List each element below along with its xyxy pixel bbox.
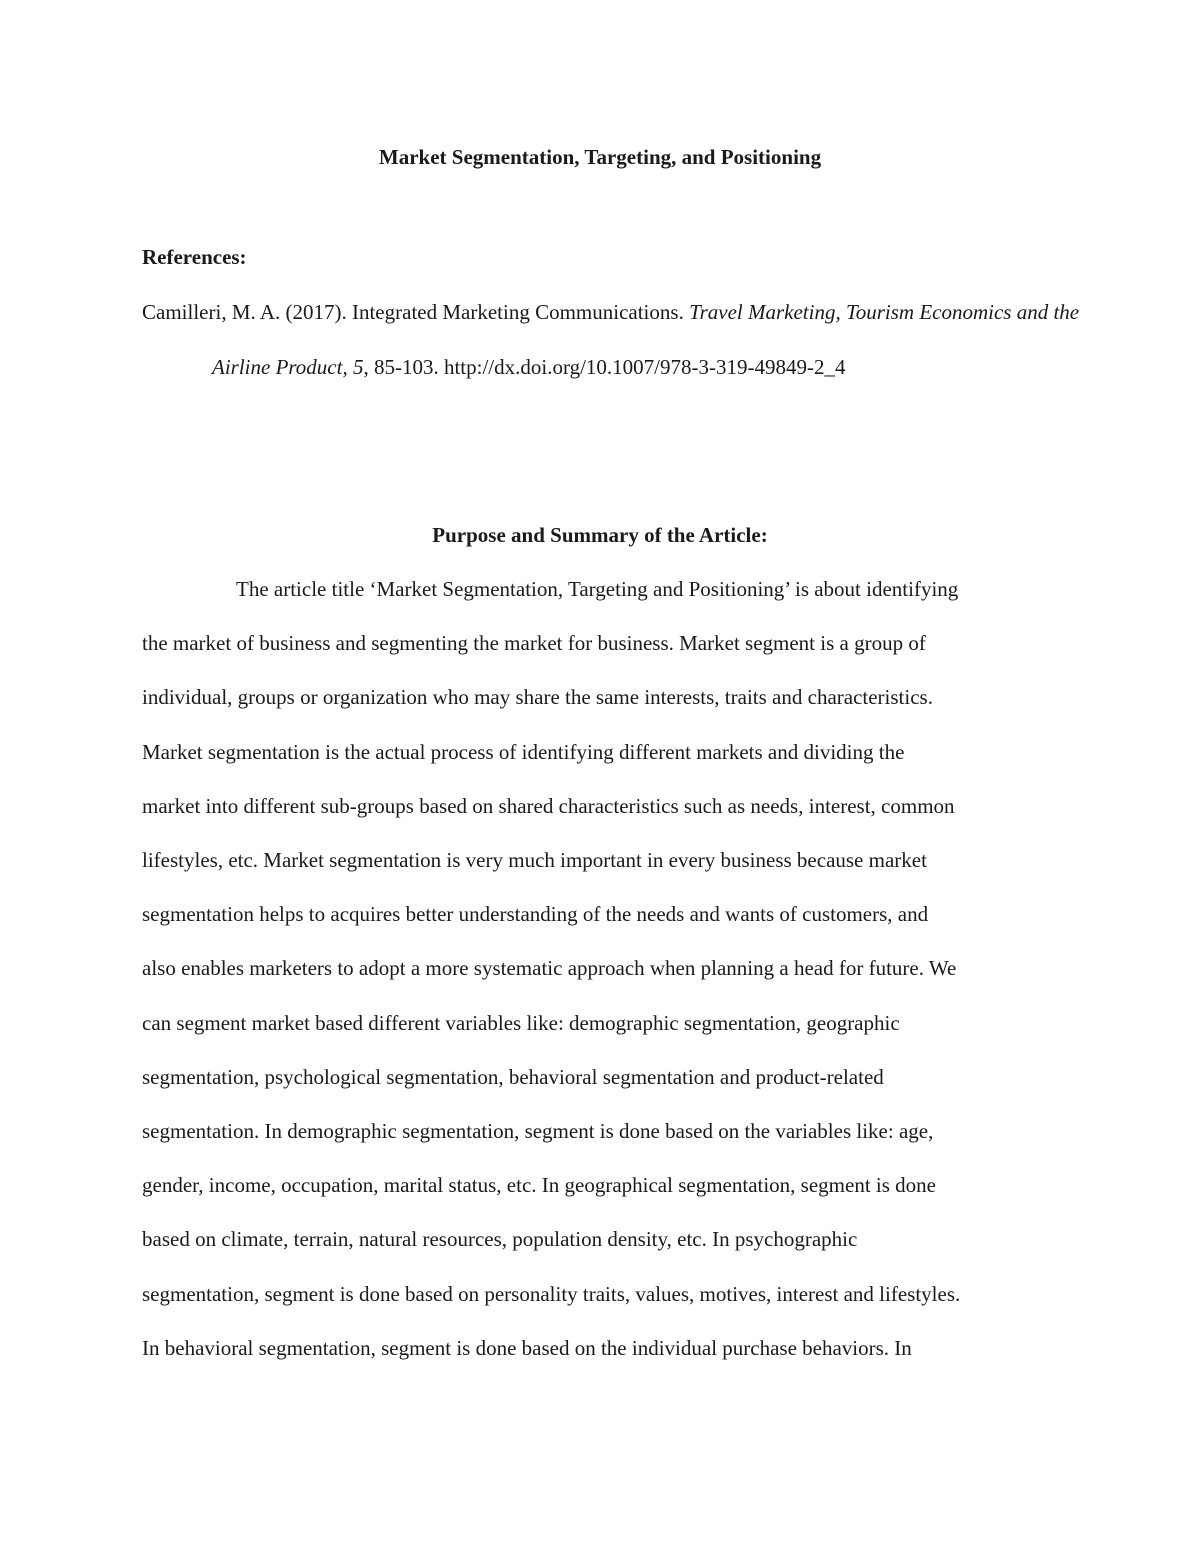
references-heading: References:	[142, 245, 247, 269]
reference-authors: Camilleri, M. A. (2017). Integrated Marketing Communications.	[142, 300, 690, 324]
paragraph-line: segmentation. In demographic segmentation, segment is done based on the variables like: age,	[142, 1119, 934, 1144]
paragraph-line: based on climate, terrain, natural resources, population density, etc. In psychographic	[142, 1227, 858, 1252]
paragraph-line: In behavioral segmentation, segment is done based on the individual purchase behaviors. In	[142, 1335, 912, 1360]
document-title: Market Segmentation, Targeting, and Positioning	[378, 145, 822, 169]
paragraph-line: segmentation, psychological segmentation, behavioral segmentation and product-related	[142, 1064, 884, 1089]
reference-pages-doi: , 85-103. http://dx.doi.org/10.1007/978-3-319-49849-2_4	[363, 354, 846, 379]
paragraph-line: lifestyles, etc. Market segmentation is very much important in every business because market	[142, 848, 927, 873]
paragraph-line: individual, groups or organization who may share the same interests, traits and characteristics.	[142, 685, 933, 710]
reference-entry	[142, 285, 1132, 394]
paragraph-line: segmentation helps to acquires better understanding of the needs and wants of customers, and	[142, 902, 929, 927]
paragraph-line: gender, income, occupation, marital status, etc. In geographical segmentation, segment is done	[142, 1173, 936, 1198]
paragraph-line: segmentation, segment is done based on personality traits, values, motives, interest and lifestyles.	[142, 1281, 961, 1306]
paragraph-line: market into different sub-groups based on shared characteristics such as needs, interest, common	[142, 793, 955, 818]
reference-journal: Travel Marketing, Tourism Economics and the Airline Product, 5	[212, 300, 1080, 379]
section-heading: Purpose and Summary of the Article:	[432, 523, 768, 547]
paragraph-line: The article title ‘Market Segmentation, Targeting and Positioning’ is about identifying	[236, 577, 959, 601]
paragraph-line: Market segmentation is the actual process of identifying different markets and dividing the	[142, 739, 905, 764]
article-summary-paragraph	[142, 562, 1062, 1375]
paragraph-line: the market of business and segmenting the market for business. Market segment is a group of	[142, 631, 926, 656]
paragraph-line: can segment market based different variables like: demographic segmentation, geographic	[142, 1010, 900, 1035]
paragraph-line: also enables marketers to adopt a more systematic approach when planning a head for future. We	[142, 956, 957, 981]
